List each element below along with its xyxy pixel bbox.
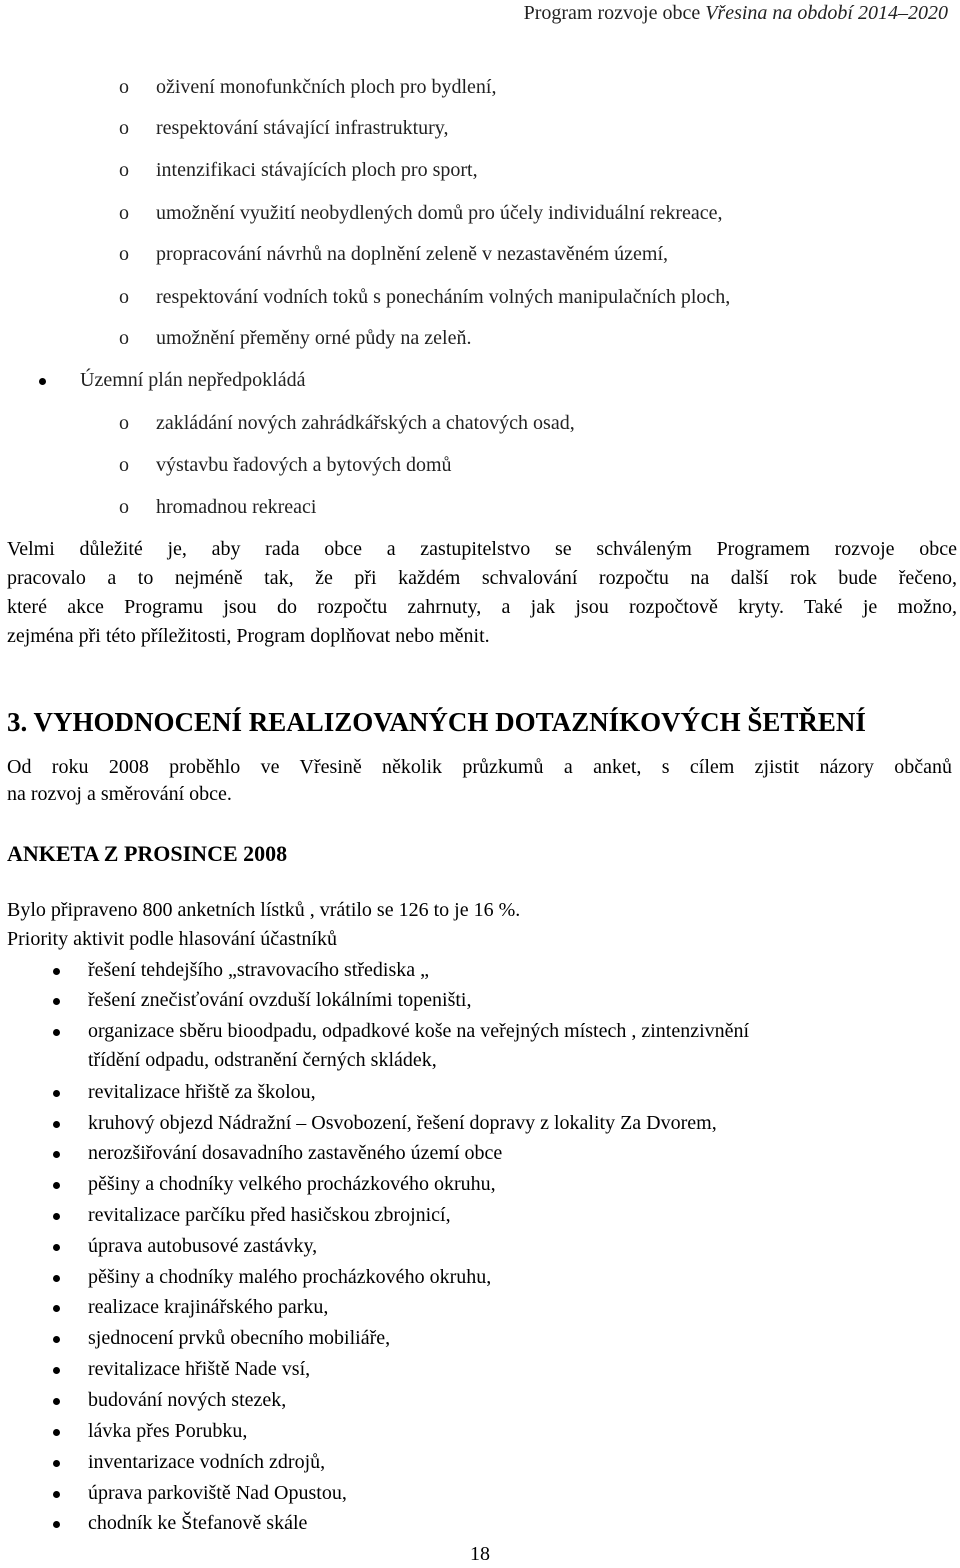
list-item: nerozšiřování dosavadního zastavěného území obce: [88, 1142, 502, 1165]
list-item: o výstavbu řadových a bytových domů: [119, 454, 452, 476]
priority-line: Priority aktivit podle hlasování účastníků: [7, 928, 337, 950]
list-item: sjednocení prvků obecního mobiliáře,: [88, 1327, 390, 1350]
list-item: kruhový objezd Nádražní – Osvobození, řešení dopravy z lokality Za Dvorem,: [88, 1112, 717, 1135]
list-item: budování nových stezek,: [88, 1389, 286, 1412]
list-item: o respektování vodních toků s ponecháním volných manipulačních ploch,: [119, 286, 731, 308]
list-item: o hromadnou rekreaci: [119, 496, 317, 518]
header-italic: Vřesina na období 2014–2020: [705, 2, 948, 24]
list-item: úprava parkoviště Nad Opustou,: [88, 1482, 347, 1505]
section-heading: 3. VYHODNOCENÍ REALIZOVANÝCH DOTAZNÍKOVÝCH ŠETŘENÍ: [7, 707, 866, 737]
survey-line: Bylo připraveno 800 anketních lístků , vrátilo se 126 to je 16 %.: [7, 899, 521, 921]
list-item-continuation: třídění odpadu, odstranění černých skládek,: [88, 1049, 437, 1071]
list-item: chodník ke Štefanově skále: [88, 1512, 307, 1535]
list-item: o umožnění využití neobydlených domů pro účely individuální rekreace,: [119, 202, 723, 224]
page-header: [524, 2, 948, 25]
paragraph-program: Velmi důležité je, aby rada obce a zastupitelstvo se schváleným Programem rozvoje obce pracovalo a to nejméně tak, že při každém schvalování rozpočtu na další rok bude řečeno, které akce Programu jsou do rozpočtu zahrnuty, a jak jsou rozpočtově kryty. Také je možno, zejména při této příležitosti, Program doplňovat nebo měnit.: [7, 538, 957, 647]
list-item: o propracování návrhů na doplnění zeleně v nezastavěném území,: [119, 243, 669, 265]
bullet-main: Územní plán nepředpokládá: [80, 369, 306, 391]
list-item: pěšiny a chodníky malého procházkového okruhu,: [88, 1266, 491, 1289]
header-prefix: Program rozvoje obce: [523, 2, 706, 24]
page-number: 18: [470, 1543, 490, 1565]
paragraph-surveys: Od roku 2008 proběhlo ve Vřesině několik průzkumů a anket, s cílem zjistit názory občanů na rozvoj a směrování obce.: [7, 756, 952, 805]
list-item: revitalizace parčíku před hasičskou zbrojnicí,: [88, 1204, 451, 1227]
list-item: o umožnění přeměny orné půdy na zeleň.: [119, 327, 472, 349]
list-item: o oživení monofunkčních ploch pro bydlení,: [119, 76, 497, 98]
list-item: pěšiny a chodníky velkého procházkového okruhu,: [88, 1173, 496, 1196]
list-item: inventarizace vodních zdrojů,: [88, 1451, 325, 1474]
list-item: řešení znečisťování ovzduší lokálními topeništi,: [88, 989, 471, 1012]
list-item: o intenzifikaci stávajících ploch pro sport,: [119, 159, 478, 181]
subheading-survey: ANKETA Z PROSINCE 2008: [7, 841, 288, 866]
bullet-dot: [39, 378, 46, 385]
list-item: o respektování stávající infrastruktury,: [119, 117, 449, 139]
list-item: realizace krajinářského parku,: [88, 1296, 328, 1319]
list-item: řešení tehdejšího „stravovacího střediska „: [88, 959, 429, 982]
list-item: úprava autobusové zastávky,: [88, 1235, 317, 1258]
list-item: organizace sběru bioodpadu, odpadkové koše na veřejných místech , zintenzivnění: [88, 1020, 749, 1043]
list-item: revitalizace hřiště za školou,: [88, 1081, 316, 1104]
list-item: o zakládání nových zahrádkářských a chatových osad,: [119, 412, 575, 434]
list-item: revitalizace hřiště Nade vsí,: [88, 1358, 310, 1381]
list-item: lávka přes Porubku,: [88, 1420, 247, 1443]
